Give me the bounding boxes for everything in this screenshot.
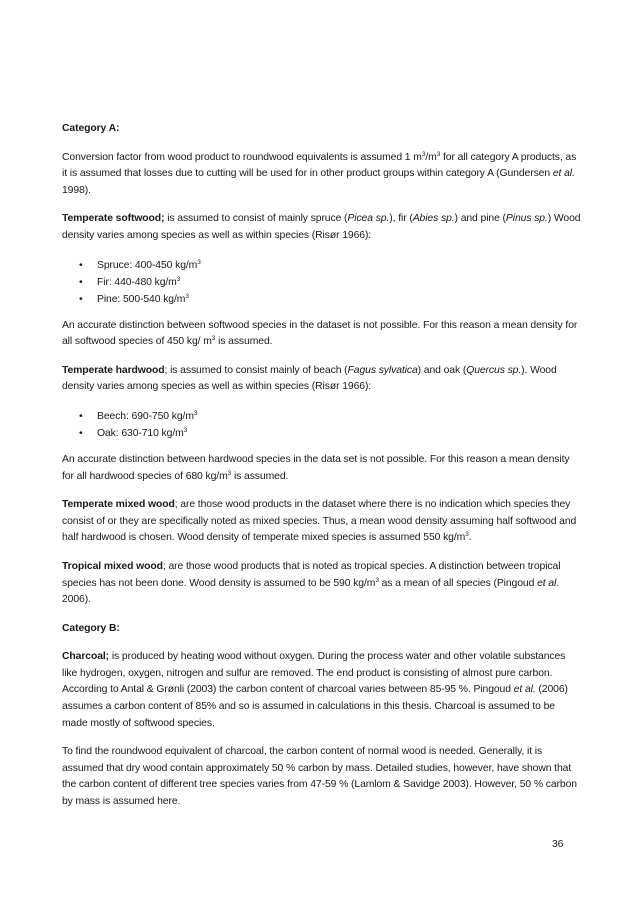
- temperate-hardwood-paragraph: Temperate hardwood; is assumed to consist mainly of beach (Fagus sylvatica) and oak (Quercus sp.). Wood density varies among species as well as within species (Risør 1966):: [62, 364, 557, 393]
- category-b-heading: Category B:: [62, 622, 120, 634]
- page-number: 36: [552, 839, 564, 850]
- hardwood-density-list: [62, 408, 582, 442]
- list-item: • Spruce: 400-450 $kg/m^3$: [62, 257, 582, 274]
- charcoal-paragraph: Charcoal; is produced by heating wood without oxygen. During the process water and other volatile substances like hydrogen, oxygen, nitrogen and sulfur are removed. The end product is consisting of almost pure carbon. According to Antal & Grønli (2003) the carbon content of charcoal varies between 85-95 %. Pingoud et al. (2006) assumes a carbon content of 85% and so is assumed in calculations in this thesis. Charcoal is assumed to be made mostly of softwood species.: [62, 651, 568, 729]
- list-item: • Oak: 630-710 $kg/m^3$: [62, 425, 582, 442]
- temperate-softwood-paragraph: Temperate softwood; is assumed to consist of mainly spruce (Picea sp.), fir (Abies sp.) and pine (Pinus sp.) Wood density varies among species as well as within species (Risør 1966):: [62, 213, 581, 241]
- page-body: [62, 121, 582, 823]
- category-a-paragraph: Conversion factor from wood product to roundwood equivalents is assumed 1 $m^3/m^3$ for all category A products, as it is assumed that losses due to cutting will be used for in other product groups within category A (Gundersen et al. 1998).: [62, 150, 577, 196]
- temperate-softwood-term: Temperate softwood;: [62, 213, 165, 225]
- category-a-heading: Category A:: [62, 123, 120, 134]
- list-item: • Pine: 500-540 $kg/m^3$: [62, 291, 582, 308]
- list-item: • Fir: 440-480 $kg/m^3$: [62, 274, 582, 291]
- tropical-mixed-term: Tropical mixed wood: [62, 560, 163, 572]
- softwood-conclusion-paragraph: An accurate distinction between softwood species in the dataset is not possible. For this reason a mean density for all softwood species of 450 kg/ $m^3$ is assumed.: [62, 319, 578, 348]
- roundwood-equivalent-paragraph: To find the roundwood equivalent of charcoal, the carbon content of normal wood is needed. Generally, it is assumed that dry wood contain approximately 50 % carbon by mass. Detailed studies, however, have shown that the carbon content of different tree species varies from 47-59 % (Lamlom & Savidge 2003). However, 50 % carbon by mass is assumed here.: [62, 746, 577, 808]
- charcoal-term: Charcoal;: [62, 651, 110, 663]
- temperate-mixed-paragraph: Temperate mixed wood; are those wood products in the dataset where there is no indication which species they consist of or they are specifically noted as mixed species. Thus, a mean wood density assuming half softwood and half hardwood is chosen. Wood density of temperate mixed species is assumed 550 $kg/m^3$.: [62, 499, 577, 544]
- hardwood-conclusion-paragraph: An accurate distinction between hardwood species in the data set is not possible. For this reason a mean density for all hardwood species of 680 $kg/m^3$ is assumed.: [62, 453, 570, 482]
- softwood-density-list: [62, 257, 582, 308]
- list-item: • Beech: 690-750 $kg/m^3$: [62, 408, 582, 425]
- temperate-hardwood-term: Temperate hardwood: [62, 364, 165, 376]
- temperate-mixed-term: Temperate mixed wood: [62, 499, 175, 511]
- tropical-mixed-paragraph: Tropical mixed wood; are those wood products that is noted as tropical species. A distinction between tropical species has not been done. Wood density is assumed to be 590 $kg/m^3$ as a mean of all species (Pingoud et al. 2006).: [62, 560, 561, 606]
